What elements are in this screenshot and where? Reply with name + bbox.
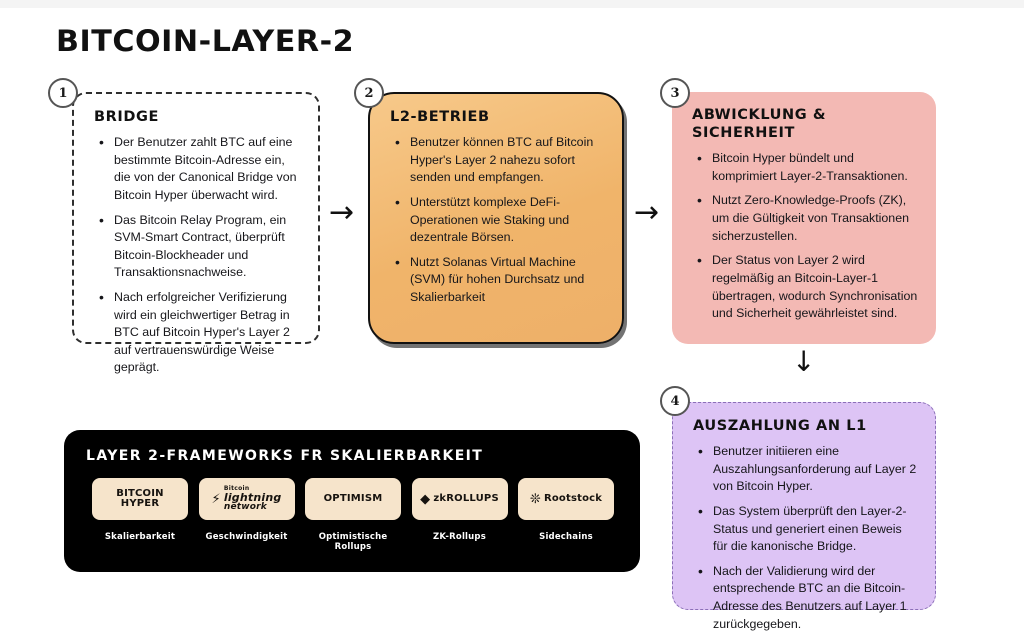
step-heading-payout: AUSZAHLUNG AN L1 <box>693 418 867 434</box>
list-item: • Das System überprüft den Layer-2-Status und generiert einen Beweis für die kanonische Bridge. <box>711 503 919 556</box>
step-badge-3: 3 <box>660 78 690 108</box>
frameworks-panel <box>64 430 640 572</box>
list-item: • Der Benutzer zahlt BTC auf eine bestimmte Bitcoin-Adresse ein, die von der Canonical Bridge von Bitcoin Hyper überwacht wird. <box>112 134 302 204</box>
step-bullets-l2-operations <box>390 134 606 306</box>
arrow-bridge-to-l2: → <box>329 195 355 230</box>
list-item: • Bitcoin Hyper bündelt und komprimiert Layer-2-Transaktionen. <box>710 150 920 185</box>
frameworks-heading: LAYER 2-FRAMEWORKS FR SKALIERBARKEIT <box>86 448 484 464</box>
page-title: BITCOIN-LAYER-2 <box>56 24 355 58</box>
framework-label-geschwindigkeit: Geschwindigkeit <box>205 532 288 542</box>
framework-logo-text: OPTIMISM <box>323 492 383 504</box>
step-heading-bridge: BRIDGE <box>94 109 160 125</box>
framework-logo-zk-rollups <box>412 478 508 520</box>
list-item: • Nutzt Zero-Knowledge-Proofs (ZK), um die Gültigkeit von Transaktionen sicherzustellen. <box>710 192 920 245</box>
framework-logo-optimism <box>305 478 401 520</box>
framework-item-optimism <box>303 478 403 552</box>
framework-logo-text: BITCOIN HYPER <box>116 487 164 509</box>
framework-logo-bitcoin-hyper <box>92 478 188 520</box>
list-item: • Das Bitcoin Relay Program, ein SVM-Smart Contract, überprüft Bitcoin-Blockheader und Transaktionsnachweise. <box>112 212 302 282</box>
list-item: • Nach erfolgreicher Verifizierung wird ein gleichwertiger Betrag in BTC auf Bitcoin Hyper's Layer 2 auf vertrauenswürdige Weise geprägt. <box>112 289 302 377</box>
step-card-settlement <box>672 92 936 344</box>
arrow-l2-to-settlement: → <box>634 195 660 230</box>
top-strip <box>0 0 1024 8</box>
framework-logo-lightning-network <box>199 478 295 520</box>
framework-chip-row <box>86 478 620 552</box>
step-badge-4: 4 <box>660 386 690 416</box>
framework-logo-rootstock <box>518 478 614 520</box>
framework-logo-text: lightning <box>223 490 282 504</box>
list-item: • Nach der Validierung wird der entsprechende BTC an die Bitcoin-Adresse des Benutzers auf Layer 1 zurückgegeben. <box>711 563 919 633</box>
framework-label-skalierbarkeit: Skalierbarkeit <box>104 532 176 542</box>
framework-logo-sup: Bitcoin <box>223 484 250 492</box>
rootstock-icon: ❊ <box>529 491 541 507</box>
framework-item-bitcoin-hyper <box>90 478 190 542</box>
framework-item-zk-rollups <box>410 478 510 542</box>
framework-label-optimistische-rollups: Optimistische Rollups <box>318 532 388 552</box>
framework-logo-text: zkROLLUPS <box>433 492 499 504</box>
framework-item-lightning-network <box>197 478 297 542</box>
framework-label-zk-rollups: ZK-Rollups <box>433 532 486 542</box>
step-badge-2: 2 <box>354 78 384 108</box>
step-bullets-settlement <box>692 150 920 322</box>
step-heading-settlement: ABWICKLUNG & SICHERHEIT <box>692 107 827 142</box>
framework-label-sidechains: Sidechains <box>539 532 593 542</box>
list-item: • Der Status von Layer 2 wird regelmäßig an Bitcoin-Layer-1 übertragen, wodurch Synchronisation und Sicherheit gewährleistet sind. <box>710 252 920 322</box>
framework-logo-text-2: network <box>223 502 267 513</box>
step-badge-1: 1 <box>48 78 78 108</box>
step-card-payout <box>672 402 936 631</box>
framework-logo-text: Rootstock <box>543 492 603 504</box>
list-item: • Benutzer können BTC auf Bitcoin Hyper's Layer 2 nahezu sofort senden und empfangen. <box>408 134 606 187</box>
list-item: • Nutzt Solanas Virtual Machine (SVM) für hohen Durchsatz und Skalierbarkeit <box>408 254 606 307</box>
list-item: • Unterstützt komplexe DeFi-Operationen wie Staking und dezentrale Börsen. <box>408 194 606 247</box>
framework-item-rootstock <box>516 478 616 542</box>
arrow-settlement-to-payout: ↓ <box>792 345 816 378</box>
step-bullets-bridge <box>94 134 302 377</box>
ethereum-diamond-icon: ◆ <box>420 491 431 507</box>
step-card-bridge <box>72 92 320 375</box>
lightning-bolt-icon: ⚡ <box>211 491 221 507</box>
list-item: • Benutzer initiieren eine Auszahlungsanforderung auf Layer 2 von Bitcoin Hyper. <box>711 443 919 496</box>
step-bullets-payout <box>693 443 919 633</box>
step-card-l2-operations <box>368 92 624 344</box>
step-heading-l2-operations: L2-BETRIEB <box>390 109 490 125</box>
